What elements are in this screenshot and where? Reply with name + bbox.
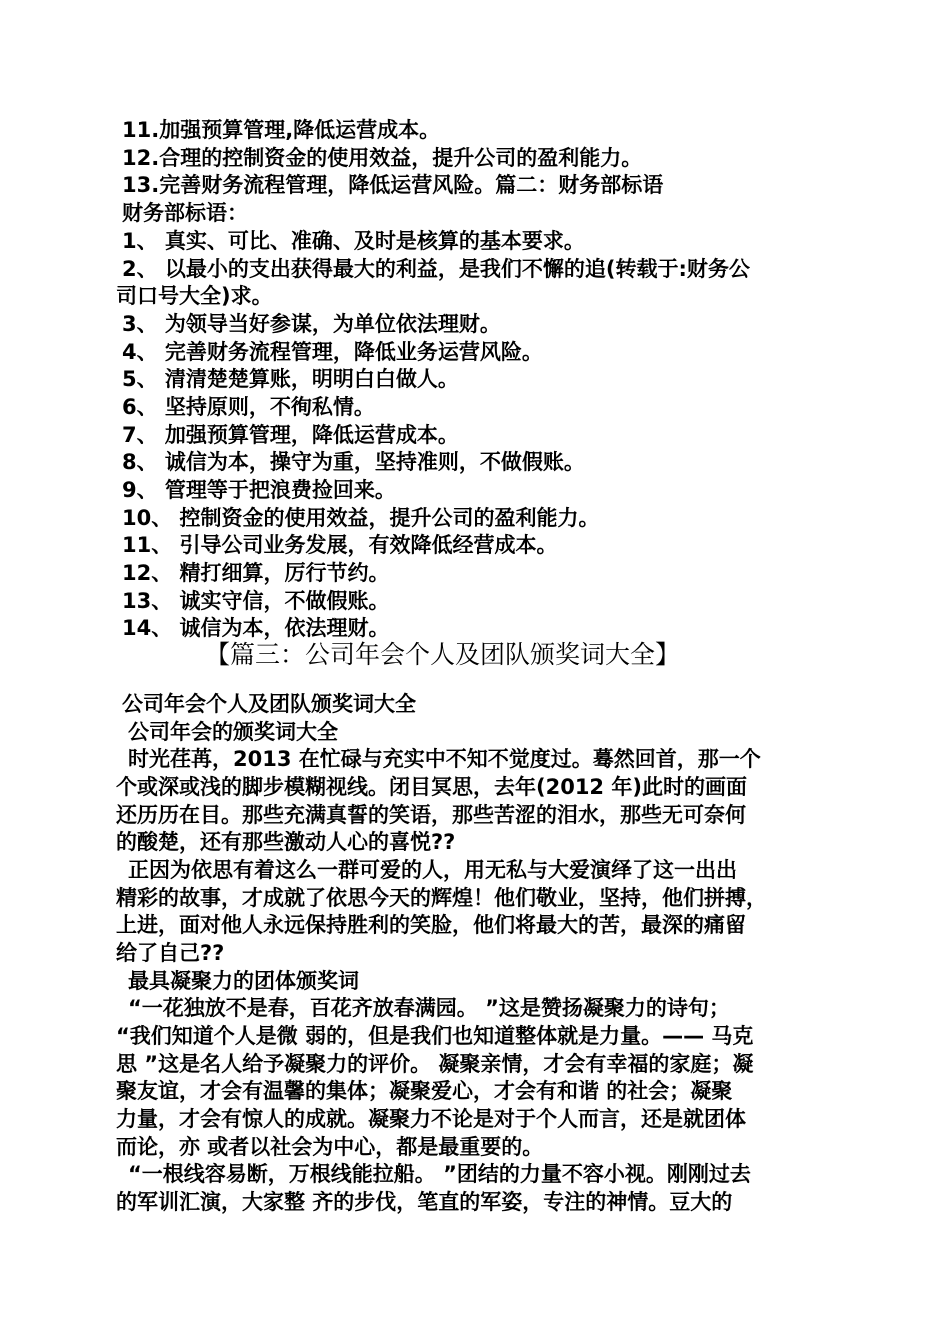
list-item: 2、 以最小的支出获得最大的利益，是我们不懈的追(转载于:财务公 [122,257,750,281]
paragraph-line: 正因为依思有着这么一群可爱的人，用无私与大爱演绎了这一出出 [128,858,737,882]
list-item: 10、 控制资金的使用效益，提升公司的盈利能力。 [122,506,600,530]
list-item: 6、 坚持原则，不徇私情。 [122,395,375,419]
section-heading: 【篇三：公司年会个人及团队颁奖词大全】 [205,640,681,669]
list-item: 司口号大全)求。 [116,284,273,308]
paragraph-line: 聚友谊，才会有温馨的集体；凝聚爱心，才会有和谐 的社会；凝聚 [116,1079,733,1103]
paragraph-line: 思 ”这是名人给予凝聚力的评价。 凝聚亲情，才会有幸福的家庭；凝 [116,1052,754,1076]
list-item: 8、 诚信为本，操守为重，坚持准则，不做假账。 [122,450,585,474]
paragraph-line: 力量，才会有惊人的成就。凝聚力不论是对于个人而言，还是就团体 [116,1107,746,1131]
list-item: 5、 清清楚楚算账，明明白白做人。 [122,367,459,391]
item-text: 12.合理的控制资金的使用效益，提升公司的盈利能力。 [122,146,643,170]
list-item: 13、 诚实守信，不做假账。 [122,589,390,613]
item-text: 11.加强预算管理,降低运营成本。 [122,118,441,142]
document-subtitle: 公司年会的颁奖词大全 [128,720,338,744]
list-item: 14、 诚信为本，依法理财。 [122,616,390,640]
list-item: 7、 加强预算管理，降低运营成本。 [122,423,459,447]
paragraph-line: “一花独放不是春，百花齐放春满园。 ”这是赞扬凝聚力的诗句； [128,996,730,1020]
paragraph-line: 上进，面对他人永远保持胜利的笑脸，他们将最大的苦，最深的痛留 [116,913,746,937]
paragraph-line: 而论，亦 或者以社会为中心，都是最重要的。 [116,1135,544,1159]
paragraph-line: 还历历在目。那些充满真誓的笑语，那些苦涩的泪水，那些无可奈何 [116,803,746,827]
list-item: 11、 引导公司业务发展，有效降低经营成本。 [122,533,558,557]
list-item: 3、 为领导当好参谋，为单位依法理财。 [122,312,501,336]
paragraph-line: 的酸楚，还有那些激动人心的喜悦?? [116,830,456,854]
document-title: 公司年会个人及团队颁奖词大全 [122,692,416,716]
list-item: 1、 真实、可比、准确、及时是核算的基本要求。 [122,229,585,253]
list-item: 4、 完善财务流程管理，降低业务运营风险。 [122,340,543,364]
item-text: 13.完善财务流程管理，降低运营风险。篇二：财务部标语 [122,173,664,197]
section-title: 财务部标语： [122,201,248,225]
paragraph-line: “一根线容易断，万根线能拉船。 ”团结的力量不容小视。刚刚过去 [128,1162,751,1186]
paragraph-line: 个或深或浅的脚步模糊视线。闭目冥思，去年(2012 年)此时的画面 [116,775,747,799]
list-item: 9、 管理等于把浪费捡回来。 [122,478,396,502]
paragraph-line: “我们知道个人是微 弱的，但是我们也知道整体就是力量。—— 马克 [116,1024,754,1048]
list-item: 12、 精打细算，厉行节约。 [122,561,390,585]
paragraph-line: 给了自己?? [116,941,225,965]
award-title: 最具凝聚力的团体颁奖词 [128,969,359,993]
paragraph-line: 精彩的故事，才成就了依思今天的辉煌！他们敬业，坚持，他们拼搏， [116,886,767,910]
paragraph-line: 的军训汇演，大家整 齐的步伐，笔直的军姿，专注的神情。豆大的 [116,1190,733,1214]
paragraph-line: 时光荏苒，2013 在忙碌与充实中不知不觉度过。蓦然回首，那一个 [128,747,761,771]
